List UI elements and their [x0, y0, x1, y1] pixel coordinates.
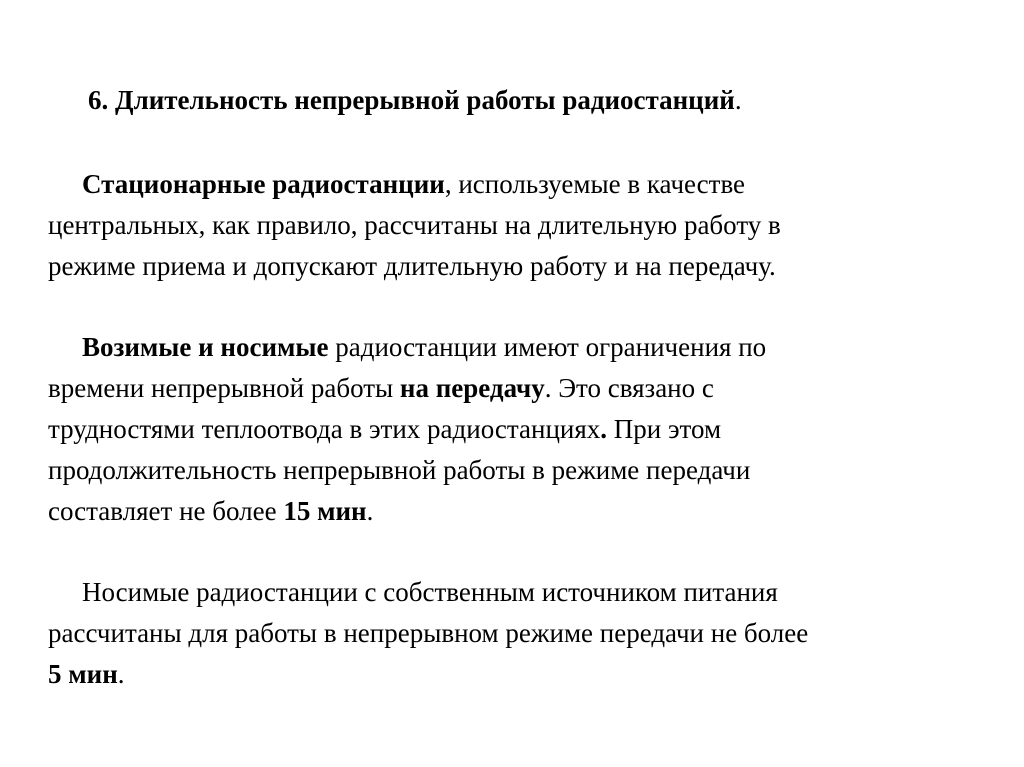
text-span: трудностями теплоотвода в этих радиостанциях — [48, 414, 601, 444]
paragraph-portable-battery — [48, 572, 1020, 695]
text-span: составляет не более — [48, 496, 284, 526]
text-span: . Это связано с — [544, 373, 714, 403]
paragraph-line: режиме приема и допускают длительную работу и на передачу. — [48, 251, 776, 281]
text-span: , используемые в качестве — [444, 169, 746, 199]
paragraph-line: рассчитаны для работы в непрерывном режиме передачи не более — [48, 618, 809, 648]
paragraph-vehicle-portable — [48, 327, 1020, 532]
bold-period: . — [600, 414, 608, 444]
paragraph-line — [48, 368, 1020, 409]
page-title — [88, 80, 742, 120]
paragraph-line — [48, 491, 1020, 532]
text-span: . — [117, 659, 125, 689]
paragraph-line: продолжительность непрерывной работы в режиме передачи — [48, 455, 751, 485]
title-text: 6. Длительность непрерывной работы радиостанций — [88, 85, 735, 115]
bold-term-vehicle-portable: Возимые и носимые — [82, 332, 329, 362]
text-span: радиостанции имеют ограничения по — [328, 332, 767, 362]
bold-duration-5-min: 5 мин — [48, 659, 118, 689]
text-span: . — [366, 496, 374, 526]
title-period: . — [734, 85, 742, 115]
bold-term-stationary: Стационарные радиостанции — [82, 169, 445, 199]
bold-term-transmit: на передачу — [399, 373, 545, 403]
paragraph-line — [48, 654, 1020, 695]
text-span: При этом — [607, 414, 722, 444]
paragraph-line: центральных, как правило, рассчитаны на длительную работу в — [48, 210, 781, 240]
paragraph-line — [48, 409, 1020, 450]
paragraph-line: Носимые радиостанции с собственным источником питания — [82, 577, 778, 607]
paragraph-line — [48, 164, 1020, 205]
text-span: времени непрерывной работы — [48, 373, 400, 403]
bold-duration-15-min: 15 мин — [283, 496, 367, 526]
paragraph-stationary — [48, 164, 1020, 287]
paragraph-line — [48, 327, 1020, 368]
